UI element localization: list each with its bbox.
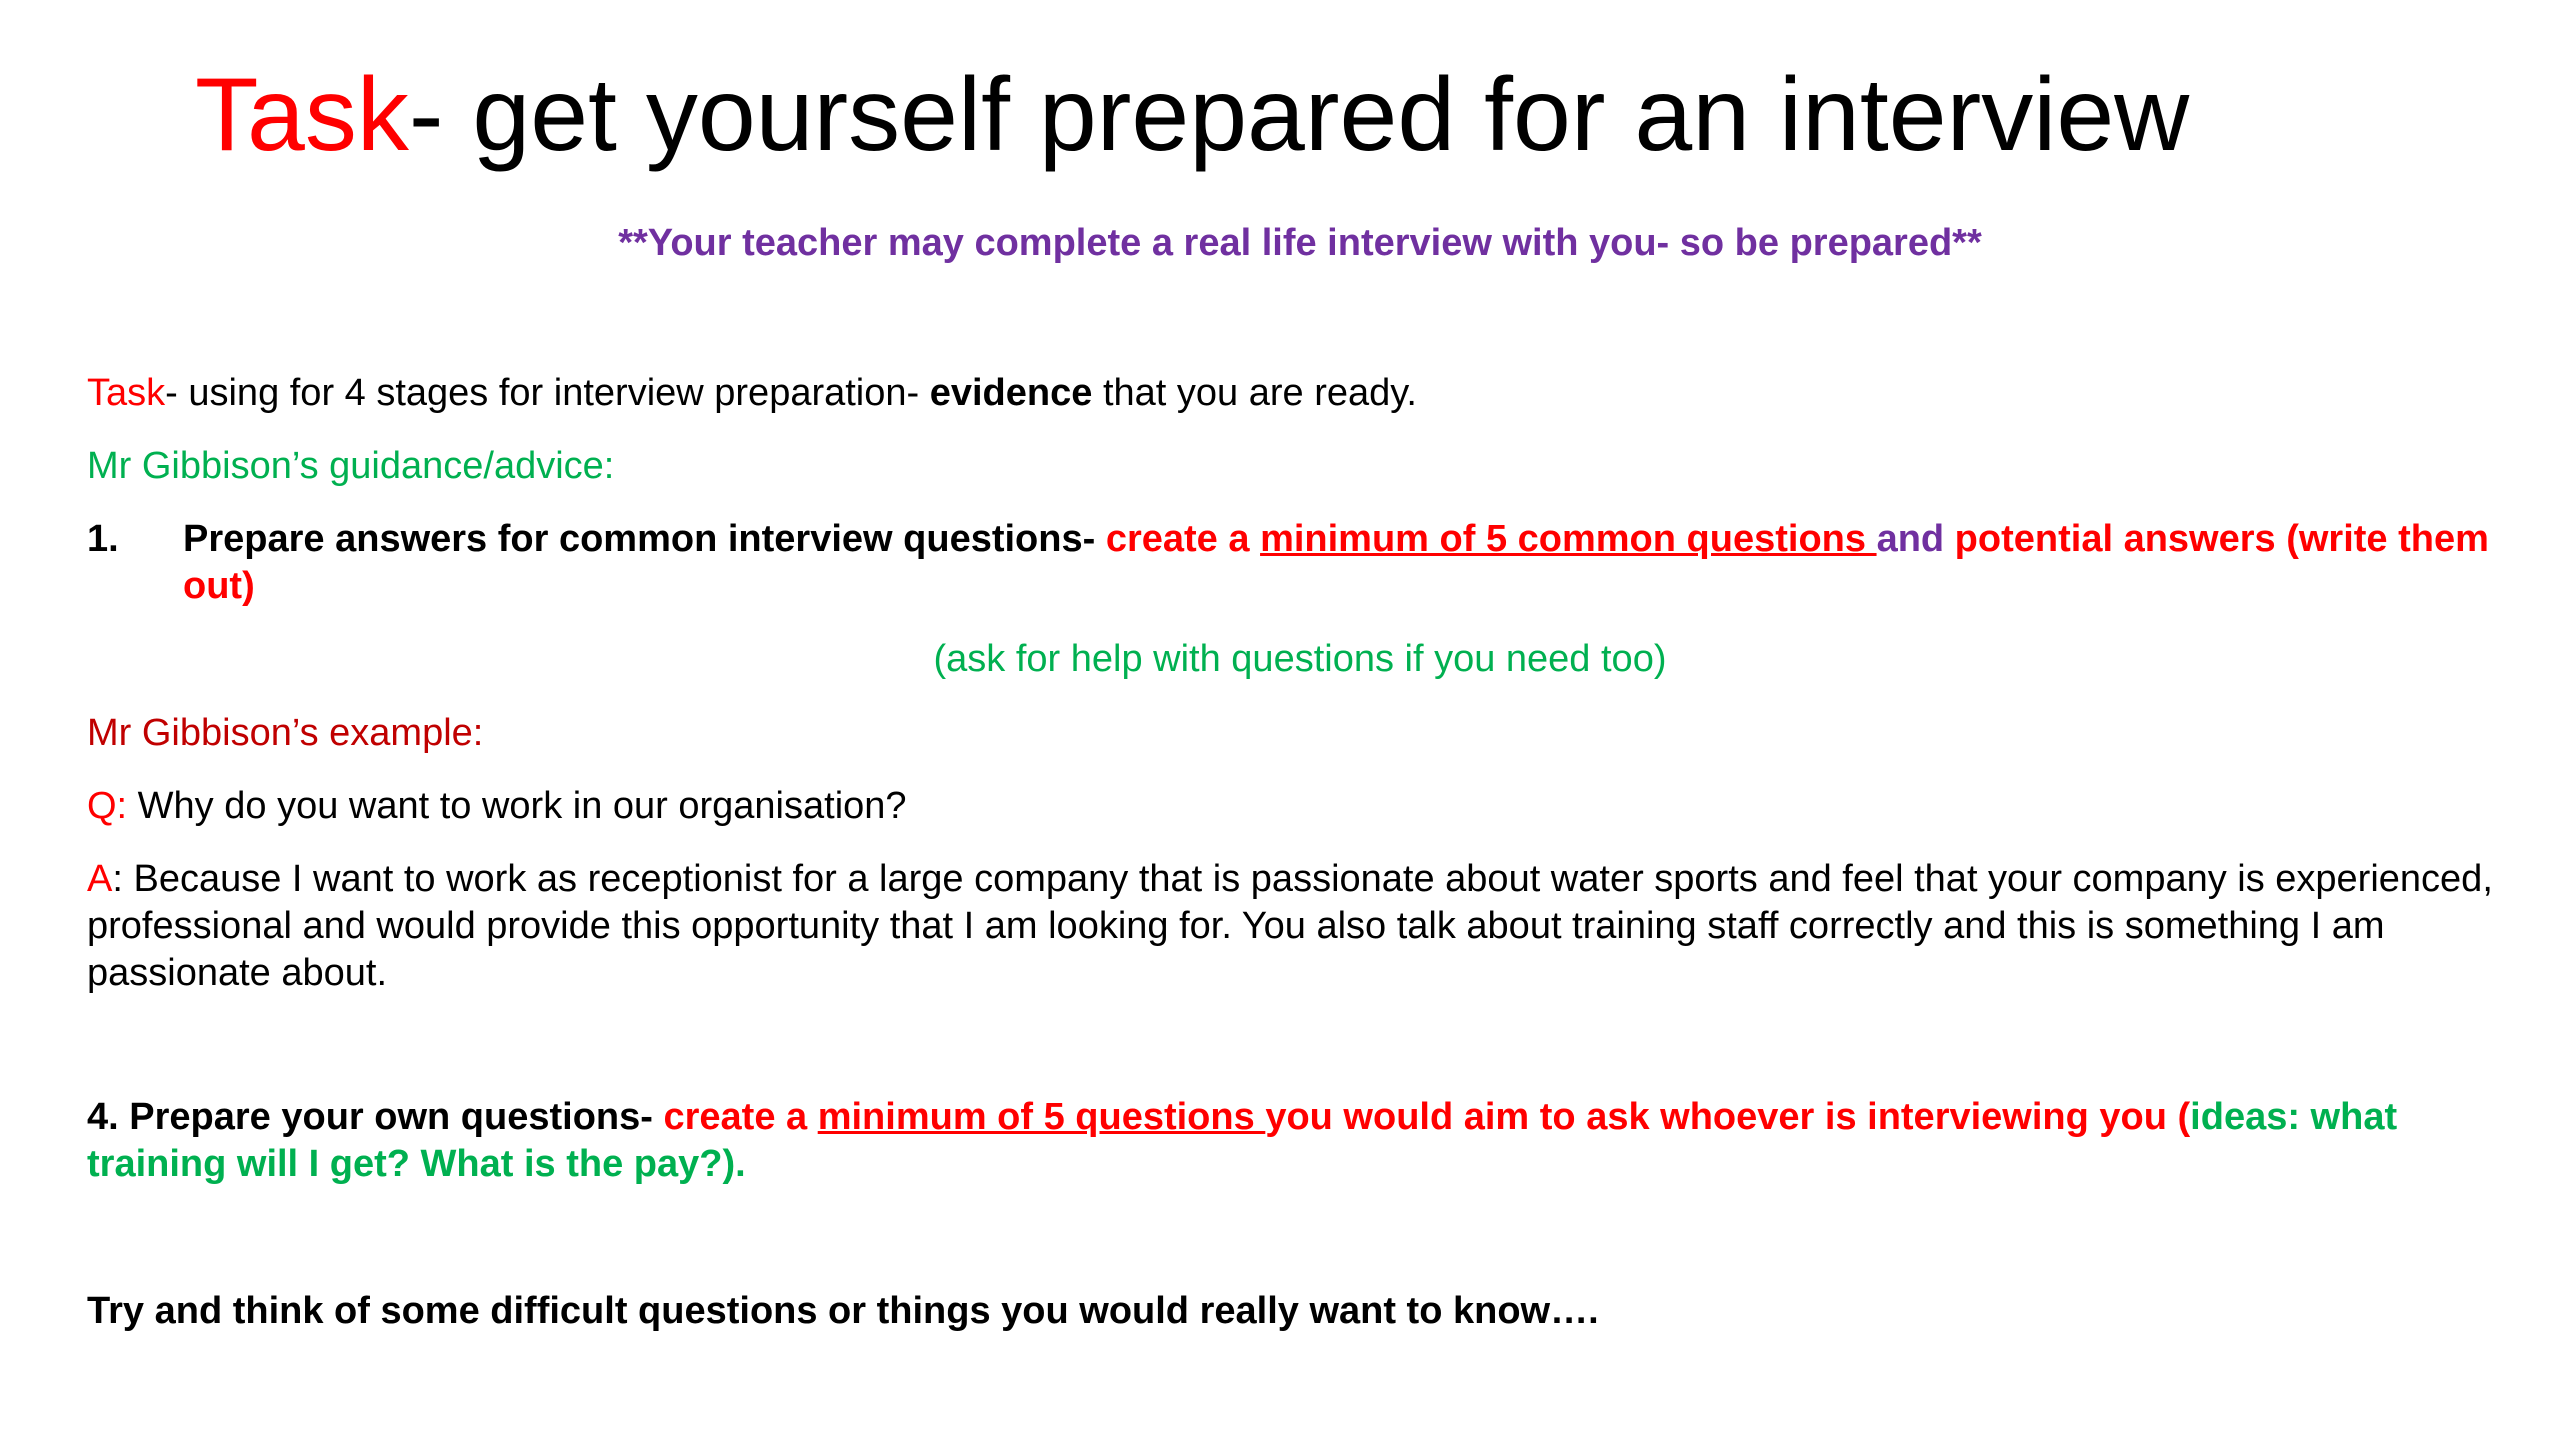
page-title xyxy=(195,58,2189,172)
item-4-red-b: you would aim to ask whoever is interviewing you ( xyxy=(1265,1096,2191,1138)
item-4-red-a: create a xyxy=(663,1096,818,1138)
item-4-ideas: ideas: what training will I get? What is the pay?). xyxy=(87,1096,2398,1185)
item-1-text xyxy=(183,516,2507,610)
answer-text: : Because I want to work as receptionist for a large company that is passionate about water sports and feel that your company is experienced, professional and would provide this opportunity that I am looking for. You also talk about training staff correctly and this is something I am passionate about. xyxy=(87,858,2493,994)
item-1-red-underlined: minimum of 5 common questions xyxy=(1260,518,1877,560)
intro-task-word: Task xyxy=(87,372,166,414)
help-note: (ask for help with questions if you need too) xyxy=(933,638,1667,680)
item-1-red-a: create a xyxy=(1105,518,1261,560)
guidance-heading: Mr Gibbison’s guidance/advice: xyxy=(87,445,615,487)
intro-line xyxy=(87,370,1417,417)
intro-text-after: that you are ready. xyxy=(1092,372,1417,414)
question-text: Why do you want to work in our organisation? xyxy=(127,785,907,827)
question-label: Q: xyxy=(87,785,128,827)
item-1-lead: Prepare answers for common interview questions- xyxy=(183,518,1106,560)
answer-label: A xyxy=(87,858,113,900)
intro-text-before: - using for 4 stages for interview preparation- xyxy=(165,372,930,414)
example-question xyxy=(87,783,907,830)
closing-line: Try and think of some difficult questions or things you would really want to know…. xyxy=(87,1290,1599,1332)
item-1-number: 1. xyxy=(87,518,119,560)
item-4-red-underlined: minimum of 5 questions xyxy=(817,1096,1266,1138)
item-1 xyxy=(87,516,2507,610)
example-answer xyxy=(87,856,2527,997)
item-4 xyxy=(87,1094,2527,1188)
title-rest: - get yourself prepared for an interview xyxy=(408,57,2190,173)
subtitle: **Your teacher may complete a real life interview with you- so be prepared** xyxy=(618,222,1982,264)
title-task-word: Task xyxy=(195,57,409,173)
intro-bold-word: evidence xyxy=(929,372,1093,414)
example-heading: Mr Gibbison’s example: xyxy=(87,712,484,754)
item-1-and: and xyxy=(1876,518,1945,560)
item-1-red-b: potential answers (write them out) xyxy=(183,518,2489,607)
item-4-lead: 4. Prepare your own questions- xyxy=(87,1096,664,1138)
